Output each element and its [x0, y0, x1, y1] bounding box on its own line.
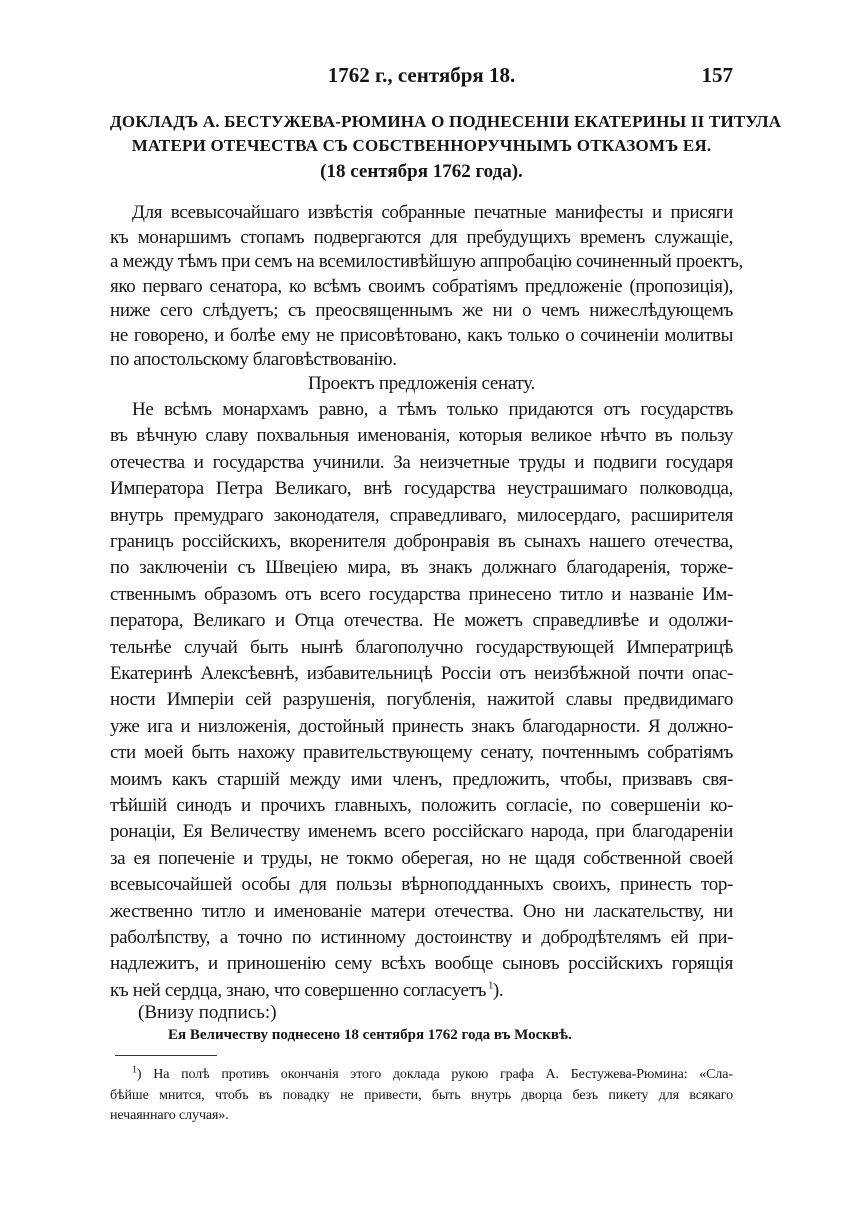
footnote-line: нечаяннаго случая». [110, 1108, 229, 1123]
text-line: моимъ какъ старшій между ими членъ, предложить, чтобы, призвавъ свя- [110, 768, 733, 790]
text-line: по заключеніи съ Швеціею мира, въ знакъ должнаго благодаренія, торже- [110, 557, 733, 579]
text-line: Императора Петра Великаго, внѣ государства неустрашимаго полководца, [110, 478, 733, 500]
text-line: всевысочайшей особы для пользы вѣрноподданныхъ своихъ, принесть тор- [110, 874, 733, 896]
text-line: отечества и государства учинили. За неизчетные труды и подвиги государя [110, 451, 733, 473]
text-line: по апостольскому благовѣствованію. [110, 349, 397, 370]
text-line: тѣйшій синодъ и прочихъ главныхъ, положить согласіе, по совершеніи ко- [110, 795, 733, 816]
text-line: въ вѣчную славу похвальныя именованія, которыя великое нѣчто въ пользу [110, 425, 733, 447]
signature-line: Ея Величеству поднесено 18 сентября 1762 года въ Москвѣ. [168, 1027, 572, 1043]
text-line: къ ней сердца, знаю, что совершенно согласуетъ $^1$). [110, 979, 504, 1001]
text-line: не говорено, и болѣе ему не присовѣтовано, какъ только о сочиненіи молитвы [110, 324, 733, 346]
text-line: Екатеринѣ Алексѣевнѣ, избавительницѣ Россіи отъ неизбѣжной почти опас- [110, 663, 733, 684]
subscript-note: (Внизу подпись:) [138, 1002, 277, 1023]
text-line: Не всѣмъ монархамъ равно, а тѣмъ только придаются отъ государствъ [132, 399, 733, 420]
text-line: надлежитъ, и приношенію сему всѣхъ вообще сыновъ россійскихъ горящія [110, 953, 733, 975]
text-line: Для всевысочайшаго извѣстія собранные печатные манифесты и присяги [132, 202, 733, 223]
text-line: уже ига и низложенія, достойный принесть знакъ благодарности. Я должно- [110, 715, 733, 737]
footnote-line: $^1$) На полѣ противъ окончанія этого доклада рукою графа А. Бестужева-Рюмина: «Сла- [132, 1064, 733, 1082]
document-date: (18 сентября 1762 года). [320, 161, 523, 182]
footnote-marker: 1 [132, 1064, 137, 1076]
text-line: ности Имперіи сей разрушенія, погубленія, нажитой славы предвидимаго [110, 689, 733, 711]
running-title: 1762 г., сентября 18. [327, 63, 516, 87]
text-line: ронаціи, Ея Величеству именемъ всего россійскаго народа, при благодареніи [110, 821, 733, 843]
project-heading: Проектъ предложенія сенату. [307, 373, 536, 394]
text-line: ператора, Великаго и Отца отечества. Не можетъ справедливѣе и одолжи- [110, 610, 733, 632]
page-number: 157 [701, 63, 733, 87]
footnote-line: бѣйше мнится, чтобъ въ повадку не привести, быть внутрь дворца безъ пикету для всякаго [110, 1087, 733, 1103]
text-line: яко перваго сенатора, ко всѣмъ своимъ собратіямъ предложеніе (пропозиція), [110, 275, 733, 297]
text-line: сти моей быть нахожу правительствующему сенату, почтеннымъ собратіямъ [110, 742, 733, 764]
running-header [110, 62, 733, 88]
text-line: границъ россійскихъ, вкоренителя добронравія въ сынахъ нашего отечества, [110, 531, 733, 552]
text-line: ниже сего слѣдуетъ; съ преосвященнымъ же ни о чемъ нижеслѣдующемъ [110, 300, 733, 321]
text-line: къ монаршимъ стопамъ подвергаются для пребудущихъ временъ служащіе, [110, 226, 733, 248]
text-line: внутрь премудраго законодателя, справедливаго, милосердаго, расширителя [110, 504, 733, 526]
text-line: раболѣпству, а точно по истинному достоинству и добродѣтелямъ ей при- [110, 927, 733, 948]
text-line: жественно титло и именованіе матери отечества. Оно ни ласкательству, ни [110, 900, 733, 922]
text-line: тельнѣе случай быть нынѣ благополучно государствующей Императрицѣ [110, 636, 733, 658]
footnote-reference[interactable]: 1 [486, 980, 493, 992]
footnote-divider [115, 1055, 217, 1056]
document-title-line-2: МАТЕРИ ОТЕЧЕСТВА СЪ СОБСТВЕННОРУЧНЫМЪ ОТКАЗОМЪ ЕЯ. [131, 136, 712, 155]
text-line: ственнымъ образомъ отъ всего государства принесено титло и названіе Им- [110, 583, 733, 605]
document-title-line-1: ДОКЛАДЪ А. БЕСТУЖЕВА-РЮМИНА О ПОДНЕСЕНІИ ЕКАТЕРИНЫ II ТИТУЛА [110, 112, 782, 131]
paragraph-end: ). [492, 979, 504, 1001]
text-line: а между тѣмъ при семъ на всемилостивѣйшую аппробацію сочиненный проектъ, [110, 251, 743, 272]
text-line: за ея попеченіе и труды, не токмо оберегая, но не щадя собственной своей [110, 847, 733, 869]
